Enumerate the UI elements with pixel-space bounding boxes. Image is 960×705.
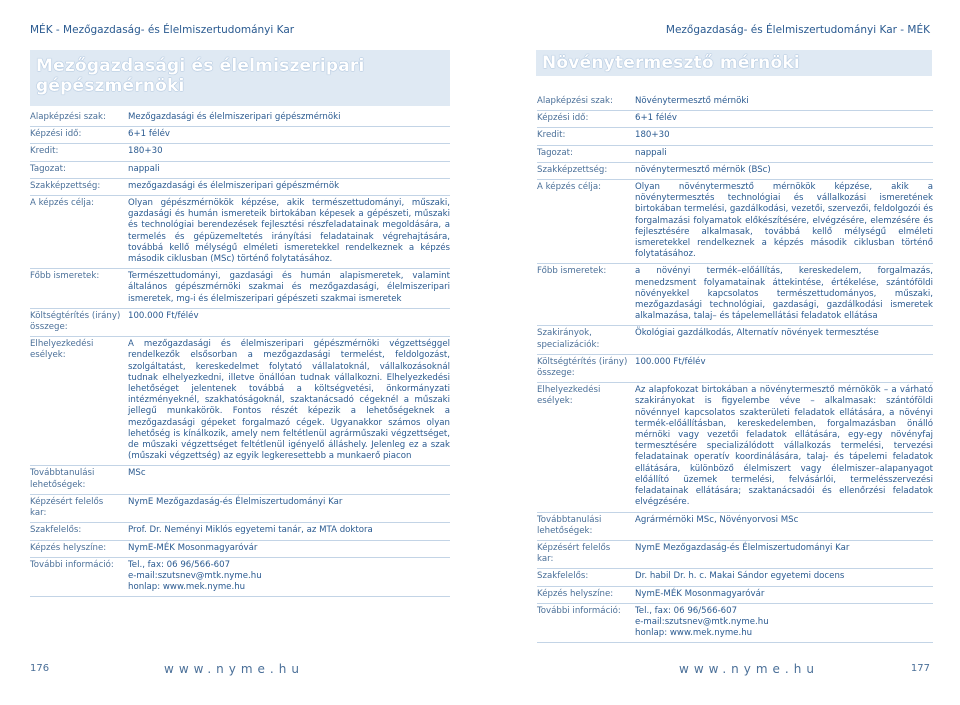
spec-label: Kredit: [537, 128, 635, 145]
spec-value: Dr. habil Dr. h. c. Makai Sándor egyetemi docens [635, 569, 933, 586]
spec-row [30, 557, 450, 597]
spec-label: A képzés célja: [537, 180, 635, 264]
spec-row [537, 603, 933, 643]
spec-row [537, 128, 933, 145]
spec-label: További információ: [537, 603, 635, 643]
spec-label: Alapképzési szak: [30, 110, 128, 127]
spec-label: Főbb ismeretek: [537, 264, 635, 326]
spec-row [30, 308, 450, 336]
spec-label: Szakirányok, specializációk: [537, 326, 635, 354]
spec-value: Tel., fax: 06 96/566-607 e-mail:szutsnev@mtk.nyme.hu honlap: www.mek.nyme.hu [128, 557, 450, 597]
spec-label: További információ: [30, 557, 128, 597]
program-title-box [30, 50, 450, 106]
spec-row [537, 326, 933, 354]
spec-value: 100.000 Ft/félév [635, 354, 933, 382]
running-head: MÉK - Mezőgazdaság- és Élelmiszertudományi Kar [30, 24, 295, 36]
spec-row [30, 523, 450, 540]
spec-value: Prof. Dr. Neményi Miklós egyetemi tanár, az MTA doktora [128, 523, 450, 540]
page-number: 176 [30, 663, 50, 674]
spec-label: Továbbtanulási lehetőségek: [30, 466, 128, 494]
spec-row [537, 540, 933, 568]
spec-value: Ökológiai gazdálkodás, Alternatív növények termesztése [635, 326, 933, 354]
spec-label: A képzés célja: [30, 196, 128, 269]
spec-label: Kredit: [30, 144, 128, 161]
spec-value: mezőgazdasági és élelmiszeripari gépészmérnök [128, 178, 450, 195]
spec-row [30, 269, 450, 309]
program-title: Mezőgazdasági és élelmiszeripari gépészmérnöki [36, 56, 365, 96]
spec-value: 180+30 [128, 144, 450, 161]
spec-value: A mezőgazdasági és élelmiszeripari gépészmérnöki végzettséggel rendelkezők elsősorban a mezőgazdasági termelést, feldolgozást, szolgáltatást, kereskedelmet folytató vállalatoknál, vállalkozásoknál tudnak elhelyezkedni, illetve önállóan tudnak vállalkozni. Elhelyezkedési lehetőséget jelentenek továbbá a költségvetési, önkormányzati intézményeknél, szakhatóságoknál, szaktanácsadó cégeknél a műszaki jellegű munkakörök. Fontos részét képezik a lehetőségeknek a mezőgazdasági gépeket forgalmazó cégek. Ugyanakkor számos olyan lehetőség is kínálkozik, amely nem feltétlenül agrárműszaki végzettséget, de műszaki végzettséget feltétlenül igényelő álláshely. Jelenleg ez a szak (műszaki végzettség) az egyik legkeresettebb a munkaerő piacon [128, 337, 450, 466]
spec-row [30, 494, 450, 522]
spec-label: Képzési idő: [537, 111, 635, 128]
spec-row [537, 162, 933, 179]
program-spec-table [30, 110, 450, 597]
spec-label: Képzésért felelős kar: [30, 494, 128, 522]
page-number: 177 [910, 663, 930, 674]
spec-value: NymE Mezőgazdaság-és Élelmiszertudományi Kar [128, 494, 450, 522]
program-title: Növénytermesztő mérnöki [542, 53, 800, 73]
spec-row [30, 144, 450, 161]
spec-label: Képzési idő: [30, 127, 128, 144]
spec-label: Szakképzettség: [30, 178, 128, 195]
spec-value: Olyan gépészmérnökök képzése, akik természettudományi, műszaki, gazdasági és humán ismereteik birtokában képesek a gépészeti, műszaki és technológiai berendezések fejlesztési részfeladatainak megoldására, a termelés és gépüzemeltetés irányítási feladatainak végrehajtására, továbbá kellő mélységű elméleti ismeretekkel rendelkeznek a képzés második ciklusban (MSc) történő folytatásához. [128, 196, 450, 269]
spec-value: nappali [635, 145, 933, 162]
spec-label: Költségtérítés (irány) összege: [537, 354, 635, 382]
spec-label: Képzés helyszíne: [537, 586, 635, 603]
spec-label: Szakképzettség: [537, 162, 635, 179]
spec-value: 100.000 Ft/félév [128, 308, 450, 336]
spec-value: a növényi termék–előállítás, kereskedelem, forgalmazás, menedzsment folyamatainak áttekintése, értékelése, szántóföldi növényekkel kapcsolatos természettudományos, műszaki, mezőgazdasági technológiai, gazdasági, gazdálkodási ismeretek alkalmazása, talaj– és tápelemellátási feladatok ellátása [635, 264, 933, 326]
spec-row [537, 383, 933, 512]
spec-row [30, 337, 450, 466]
spec-label: Képzés helyszíne: [30, 540, 128, 557]
spec-label: Továbbtanulási lehetőségek: [537, 512, 635, 540]
spec-row [537, 354, 933, 382]
spec-value: NymE-MÉK Mosonmagyaróvár [128, 540, 450, 557]
spec-row [30, 161, 450, 178]
spec-value: NymE Mezőgazdaság-és Élelmiszertudományi Kar [635, 540, 933, 568]
spec-row [30, 127, 450, 144]
spec-row [537, 569, 933, 586]
spec-row [30, 178, 450, 195]
spec-value: 6+1 félév [635, 111, 933, 128]
spec-label: Szakfelelős: [30, 523, 128, 540]
spec-value: 180+30 [635, 128, 933, 145]
spec-row [537, 264, 933, 326]
spec-row [30, 110, 450, 127]
spec-row [30, 196, 450, 269]
spec-value: Tel., fax: 06 96/566-607 e-mail:szutsnev@mtk.nyme.hu honlap: www.mek.nyme.hu [635, 603, 933, 643]
spec-value: Az alapfokozat birtokában a növénytermesztő mérnökök – a várható szakirányokat is figyelembe véve – alkalmasak: szántóföldi növénnyel kapcsolatos szakterületi feladatok ellátására, a növényi termék-előállításban, kereskedelemben, forgalmazásban önálló mérnöki vagy vezetői feladatok ellátására, egy-egy növényfaj termesztésére specializálódott vállalkozás termelési, tervezési feladatainak operatív koordinálására, talaj- és tápelemi feladatok ellátására, különböző élelmiszert vagy élelmiszer–alapanyagot előállító üzemek termelési, felvásárlói, termelésszervezési feladatainak ellátására; szaktanácsadói és ellenőrzési feladatok elvégzésére. [635, 383, 933, 512]
spec-label: Tagozat: [537, 145, 635, 162]
program-title-box [536, 50, 932, 76]
spec-label: Képzésért felelős kar: [537, 540, 635, 568]
spec-label: Elhelyezkedési esélyek: [537, 383, 635, 512]
spec-label: Költségtérítés (irány) összege: [30, 308, 128, 336]
spec-row [537, 111, 933, 128]
spec-row [537, 145, 933, 162]
spec-row [537, 512, 933, 540]
program-spec-table [537, 94, 933, 643]
spec-label: Alapképzési szak: [537, 94, 635, 111]
running-head: Mezőgazdaság- és Élelmiszertudományi Kar - MÉK [665, 24, 930, 36]
spec-row [537, 180, 933, 264]
spec-value: Növénytermesztő mérnöki [635, 94, 933, 111]
website-footer: www.nyme.hu [164, 662, 304, 676]
spec-value: 6+1 félév [128, 127, 450, 144]
spec-row [30, 540, 450, 557]
spec-label: Tagozat: [30, 161, 128, 178]
spec-label: Elhelyezkedési esélyek: [30, 337, 128, 466]
spec-value: Olyan növénytermesztő mérnökök képzése, akik a növénytermesztés technológiai és vállalkozási ismeretének birtokában termelési, gazdálkodási, vezetői, szervezői, feldolgozói és forgalmazási folyamatok előkészítésére, elvégzésére, elemzésére és fejlesztésére alkalmasak, továbbá kellő mélységű elméleti ismeretekkel rendelkeznek a képzés második ciklusban történő folytatásához. [635, 180, 933, 264]
spec-value: növénytermesztő mérnök (BSc) [635, 162, 933, 179]
spec-value: MSc [128, 466, 450, 494]
spec-value: nappali [128, 161, 450, 178]
spec-value: Természettudományi, gazdasági és humán alapismeretek, valamint általános gépészmérnöki szakmai és mezőgazdasági, élelmiszeripari ismeretek, mg-i és élelmiszeripari gépészeti szakmai ismeretek [128, 269, 450, 309]
website-footer: www.nyme.hu [679, 662, 819, 676]
spec-row [537, 586, 933, 603]
spec-row [537, 94, 933, 111]
spec-value: Agrármérnöki MSc, Növényorvosi MSc [635, 512, 933, 540]
spec-value: NymE-MÉK Mosonmagyaróvár [635, 586, 933, 603]
spec-label: Szakfelelős: [537, 569, 635, 586]
spec-label: Főbb ismeretek: [30, 269, 128, 309]
spec-value: Mezőgazdasági és élelmiszeripari gépészmérnöki [128, 110, 450, 127]
spec-row [30, 466, 450, 494]
